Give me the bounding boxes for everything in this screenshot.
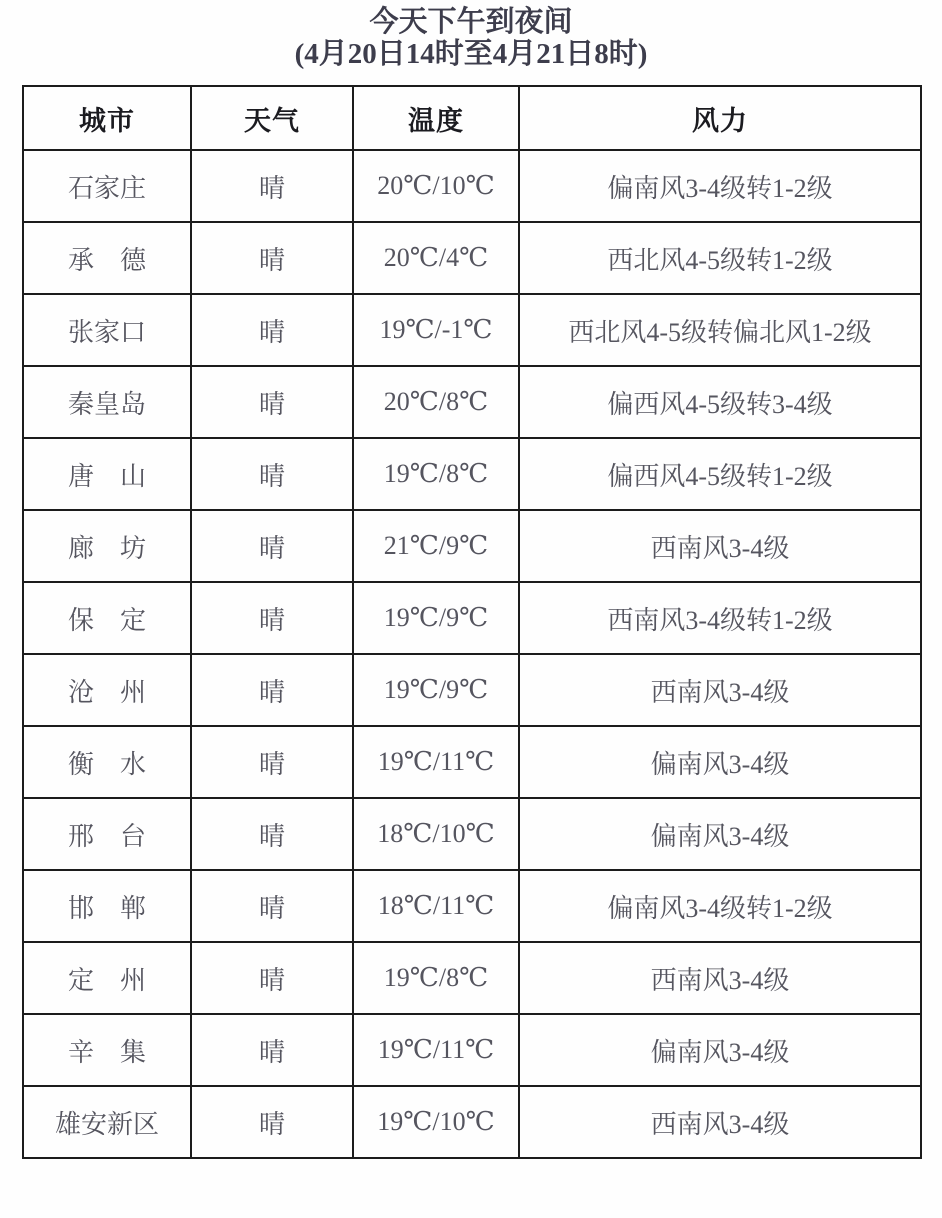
temperature-cell: 18℃/11℃	[353, 870, 519, 942]
temperature-cell: 20℃/4℃	[353, 222, 519, 294]
table-row	[23, 438, 921, 510]
wind-cell: 西南风3-4级	[519, 654, 921, 726]
table-row	[23, 294, 921, 366]
wind-cell: 西南风3-4级	[519, 510, 921, 582]
wind-cell: 偏西风4-5级转3-4级	[519, 366, 921, 438]
city-cell: 雄安新区	[23, 1086, 191, 1158]
temperature-cell: 19℃/10℃	[353, 1086, 519, 1158]
weather-cell: 晴	[191, 1014, 353, 1086]
temperature-cell: 19℃/11℃	[353, 726, 519, 798]
column-header-wind: 风力	[519, 86, 921, 150]
weather-cell: 晴	[191, 438, 353, 510]
wind-cell: 偏南风3-4级转1-2级	[519, 870, 921, 942]
page-title	[0, 6, 942, 71]
city-cell: 张家口	[23, 294, 191, 366]
weather-table-header	[23, 86, 921, 150]
weather-cell: 晴	[191, 294, 353, 366]
column-header-city: 城市	[23, 86, 191, 150]
wind-cell: 西北风4-5级转偏北风1-2级	[519, 294, 921, 366]
weather-cell: 晴	[191, 150, 353, 222]
title-line-2: (4月20日14时至4月21日8时)	[294, 38, 648, 71]
temperature-cell: 19℃/9℃	[353, 582, 519, 654]
weather-cell: 晴	[191, 510, 353, 582]
temperature-cell: 19℃/8℃	[353, 438, 519, 510]
table-row	[23, 942, 921, 1014]
city-cell: 石家庄	[23, 150, 191, 222]
column-header-temperature: 温度	[353, 86, 519, 150]
temperature-cell: 20℃/8℃	[353, 366, 519, 438]
temperature-cell: 19℃/-1℃	[353, 294, 519, 366]
city-cell: 衡 水	[23, 726, 191, 798]
table-row	[23, 582, 921, 654]
weather-cell: 晴	[191, 726, 353, 798]
table-row	[23, 654, 921, 726]
city-cell: 定 州	[23, 942, 191, 1014]
temperature-cell: 20℃/10℃	[353, 150, 519, 222]
city-cell: 承 德	[23, 222, 191, 294]
wind-cell: 偏南风3-4级	[519, 798, 921, 870]
temperature-cell: 19℃/11℃	[353, 1014, 519, 1086]
wind-cell: 偏南风3-4级	[519, 726, 921, 798]
weather-cell: 晴	[191, 582, 353, 654]
table-row	[23, 798, 921, 870]
wind-cell: 西北风4-5级转1-2级	[519, 222, 921, 294]
city-cell: 廊 坊	[23, 510, 191, 582]
weather-cell: 晴	[191, 870, 353, 942]
wind-cell: 西南风3-4级转1-2级	[519, 582, 921, 654]
temperature-cell: 21℃/9℃	[353, 510, 519, 582]
weather-cell: 晴	[191, 798, 353, 870]
city-cell: 邯 郸	[23, 870, 191, 942]
wind-cell: 偏南风3-4级转1-2级	[519, 150, 921, 222]
header-row	[23, 86, 921, 150]
table-row	[23, 1014, 921, 1086]
weather-cell: 晴	[191, 222, 353, 294]
column-header-weather: 天气	[191, 86, 353, 150]
weather-cell: 晴	[191, 942, 353, 1014]
weather-table	[22, 85, 922, 1159]
table-row	[23, 1086, 921, 1158]
table-row	[23, 150, 921, 222]
temperature-cell: 19℃/8℃	[353, 942, 519, 1014]
weather-cell: 晴	[191, 366, 353, 438]
table-row	[23, 222, 921, 294]
wind-cell: 西南风3-4级	[519, 1086, 921, 1158]
wind-cell: 西南风3-4级	[519, 942, 921, 1014]
city-cell: 辛 集	[23, 1014, 191, 1086]
table-row	[23, 366, 921, 438]
table-row	[23, 726, 921, 798]
wind-cell: 偏南风3-4级	[519, 1014, 921, 1086]
wind-cell: 偏西风4-5级转1-2级	[519, 438, 921, 510]
city-cell: 沧 州	[23, 654, 191, 726]
table-row	[23, 870, 921, 942]
title-line-1: 今天下午到夜间	[369, 6, 573, 38]
weather-table-body	[23, 150, 921, 1158]
weather-cell: 晴	[191, 654, 353, 726]
temperature-cell: 19℃/9℃	[353, 654, 519, 726]
weather-cell: 晴	[191, 1086, 353, 1158]
table-row	[23, 510, 921, 582]
city-cell: 邢 台	[23, 798, 191, 870]
city-cell: 保 定	[23, 582, 191, 654]
city-cell: 唐 山	[23, 438, 191, 510]
city-cell: 秦皇岛	[23, 366, 191, 438]
temperature-cell: 18℃/10℃	[353, 798, 519, 870]
